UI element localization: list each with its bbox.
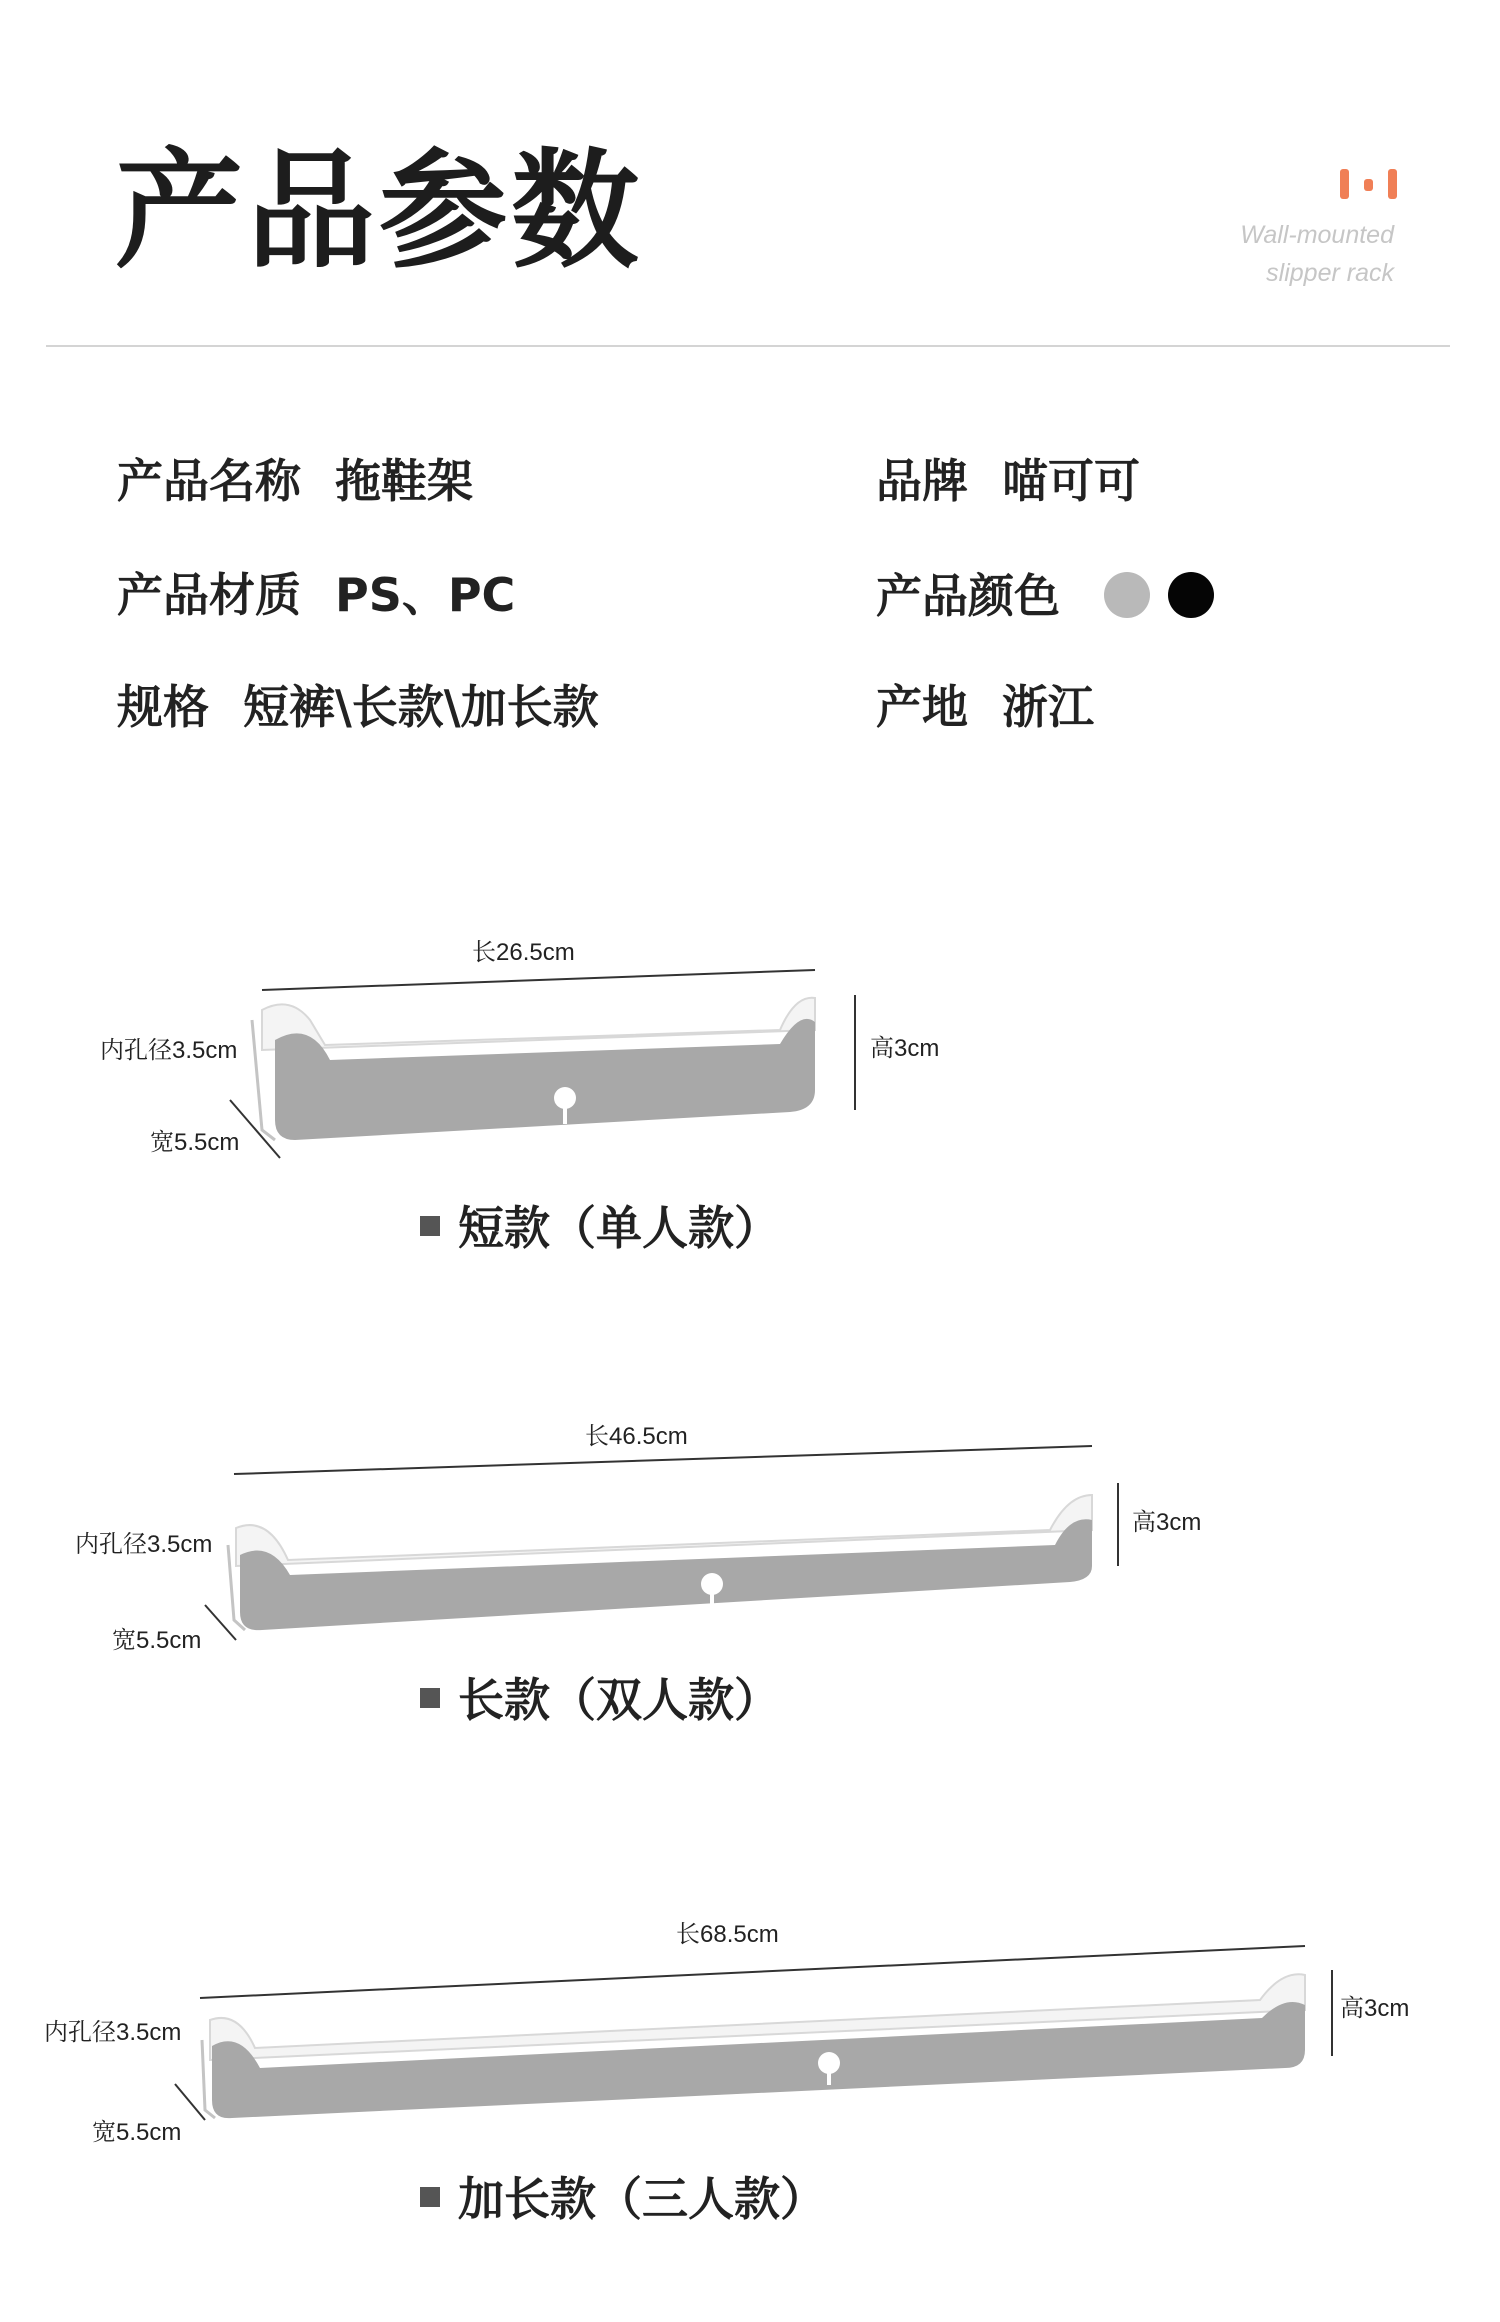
param-label: 产地 — [876, 680, 968, 734]
param-label: 产品材质 — [117, 568, 301, 622]
dimension-hole: 内孔径3.5cm — [75, 1531, 213, 1558]
rack-diagram-short — [100, 939, 939, 1158]
brand-tagline-line1: Wall-mounted — [1240, 221, 1394, 249]
variant-title-short — [420, 1201, 780, 1255]
dimension-length: 长46.5cm — [585, 1423, 688, 1450]
variant-name: 短款（单人款） — [458, 1201, 780, 1255]
param-label: 品牌 — [876, 454, 968, 508]
brand-tagline-line2: slipper rack — [1266, 259, 1394, 287]
square-bullet-icon — [420, 1216, 440, 1236]
param-value: 浙江 — [1002, 680, 1094, 734]
dimension-hole: 内孔径3.5cm — [100, 1037, 238, 1064]
variant-title-extra-long — [420, 2172, 826, 2226]
variant-name: 长款（双人款） — [458, 1673, 780, 1727]
rack-diagram-extra-long — [44, 1921, 1409, 2146]
param-value: 短裤\长款\加长款 — [243, 680, 599, 734]
dimension-width: 宽5.5cm — [112, 1627, 202, 1654]
square-bullet-icon — [420, 1688, 440, 1708]
param-value: 拖鞋架 — [335, 454, 473, 508]
rack-diagram-long — [75, 1423, 1201, 1654]
param-label: 产品名称 — [117, 454, 301, 508]
square-bullet-icon — [420, 2187, 440, 2207]
page-title: 产品参数 — [115, 137, 644, 286]
param-value: 喵可可 — [1002, 454, 1140, 508]
dimension-width: 宽5.5cm — [150, 1129, 240, 1156]
variant-title-long — [420, 1673, 780, 1727]
dimension-height: 高3cm — [1132, 1509, 1202, 1536]
param-label: 产品颜色 — [876, 569, 1060, 623]
param-label: 规格 — [117, 680, 209, 734]
dimension-height: 高3cm — [1340, 1995, 1410, 2022]
dimension-hole: 内孔径3.5cm — [44, 2019, 182, 2046]
dimension-height: 高3cm — [870, 1035, 940, 1062]
variant-name: 加长款（三人款） — [458, 2172, 826, 2226]
dimension-length: 长26.5cm — [472, 939, 575, 966]
dimension-length: 长68.5cm — [676, 1921, 779, 1948]
dimension-width: 宽5.5cm — [92, 2119, 182, 2146]
param-value: PS、PC — [335, 568, 516, 622]
